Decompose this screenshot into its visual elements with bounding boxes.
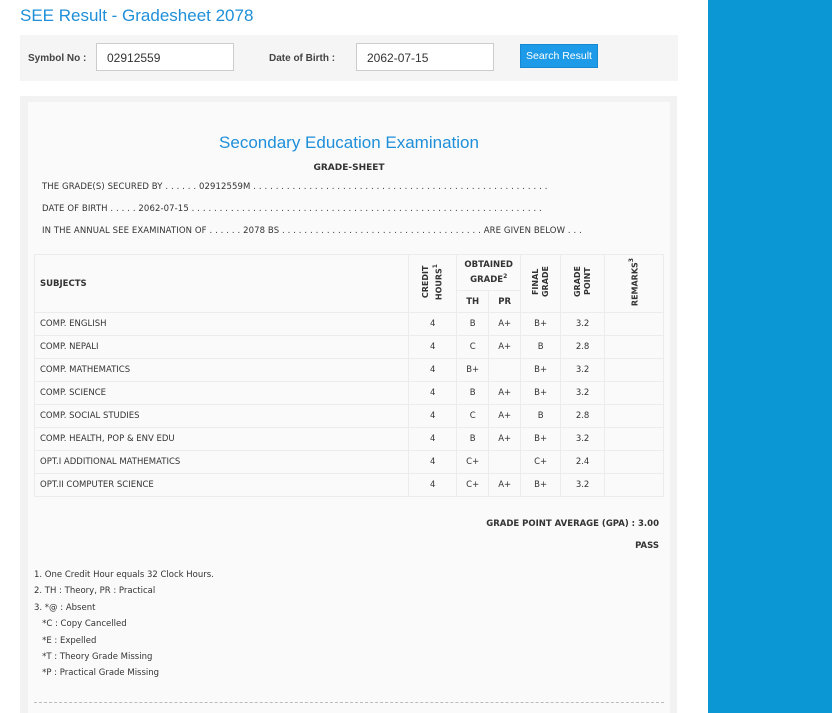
remarks-cell [605, 336, 664, 359]
subject-cell: COMP. HEALTH, POP & ENV EDU [35, 428, 409, 451]
credit-cell: 4 [409, 382, 457, 405]
footnote-line: *C : Copy Cancelled [34, 619, 127, 630]
th-grade-cell: B [457, 382, 489, 405]
credit-cell: 4 [409, 474, 457, 497]
final-grade-cell: B+ [521, 428, 561, 451]
grade-point-cell: 3.2 [561, 313, 605, 336]
pr-grade-cell [489, 359, 521, 382]
page-title: SEE Result - Gradesheet 2078 [20, 6, 254, 25]
th-grade-cell: B [457, 313, 489, 336]
final-grade-cell: B+ [521, 382, 561, 405]
subject-cell: COMP. NEPALI [35, 336, 409, 359]
subject-cell: COMP. SCIENCE [35, 382, 409, 405]
grade-point-cell: 3.2 [561, 359, 605, 382]
credit-cell: 4 [409, 451, 457, 474]
table-row [35, 382, 664, 405]
header-obtained-grade: OBTAINED GRADE$^2$ [457, 255, 521, 291]
remarks-cell [605, 428, 664, 451]
final-grade-cell: B+ [521, 313, 561, 336]
pr-grade-cell: A+ [489, 313, 521, 336]
credit-cell: 4 [409, 359, 457, 382]
pr-grade-cell: A+ [489, 382, 521, 405]
footnote-line: 1. One Credit Hour equals 32 Clock Hours. [34, 570, 214, 580]
dob-input[interactable]: 2062-07-15 [356, 43, 494, 71]
header-pr: PR [489, 291, 521, 313]
th-grade-cell: C [457, 336, 489, 359]
footnote-line: *P : Practical Grade Missing [34, 668, 160, 679]
final-grade-cell: B [521, 405, 561, 428]
th-grade-cell: C+ [457, 474, 489, 497]
table-row [35, 313, 664, 336]
grade-point-cell: 3.2 [561, 382, 605, 405]
exam-title: Secondary Education Examination [219, 133, 479, 152]
grade-point-cell: 2.8 [561, 405, 605, 428]
grade-point-cell: 3.2 [561, 474, 605, 497]
credit-cell: 4 [409, 428, 457, 451]
final-grade-cell: B+ [521, 359, 561, 382]
remarks-cell [605, 405, 664, 428]
remarks-cell [605, 474, 664, 497]
credit-cell: 4 [409, 313, 457, 336]
header-th: TH [457, 291, 489, 313]
footnote-line: *E : Expelled [34, 635, 97, 646]
gpa-text: GRADE POINT AVERAGE (GPA) : 3.00 [486, 519, 659, 529]
secured-by-line: THE GRADE(S) SECURED BY . . . . . . 02912559M . . . . . . . . . . . . . . . . . . . . . . . . . . . . . . . . . . . . . . . . . . . . . . . . . . . . . [42, 182, 548, 192]
pr-grade-cell: A+ [489, 405, 521, 428]
pr-grade-cell: A+ [489, 474, 521, 497]
table-row [35, 451, 664, 474]
right-sidebar-panel [708, 0, 832, 713]
subject-cell: OPT.I ADDITIONAL MATHEMATICS [35, 451, 409, 474]
header-subjects: SUBJECTS [35, 255, 409, 313]
footnote-line: *T : Theory Grade Missing [34, 652, 153, 663]
gradesheet-container [20, 96, 677, 713]
pr-grade-cell: A+ [489, 428, 521, 451]
search-form [20, 35, 678, 81]
dob-line: DATE OF BIRTH . . . . . 2062-07-15 . . . . . . . . . . . . . . . . . . . . . . . . . . . . . . . . . . . . . . . . . . . . . . . . . . . . . . . . . . . . . . . [42, 204, 542, 214]
header-credit-hours: CREDIT HOURS$^1$ [409, 255, 457, 313]
remarks-cell [605, 382, 664, 405]
result-status: PASS [635, 541, 659, 551]
final-grade-cell: B+ [521, 474, 561, 497]
table-row [35, 336, 664, 359]
divider [34, 702, 664, 703]
remarks-cell [605, 451, 664, 474]
dob-label: Date of Birth : [269, 53, 336, 64]
table-row [35, 359, 664, 382]
header-remarks: REMARKS$^3$ [605, 255, 664, 313]
final-grade-cell: C+ [521, 451, 561, 474]
header-final-grade: FINAL GRADE [521, 255, 561, 313]
subject-cell: OPT.II COMPUTER SCIENCE [35, 474, 409, 497]
th-grade-cell: B+ [457, 359, 489, 382]
gradesheet [28, 102, 670, 713]
subject-cell: COMP. SOCIAL STUDIES [35, 405, 409, 428]
subject-cell: COMP. MATHEMATICS [35, 359, 409, 382]
footnotes [34, 567, 214, 682]
th-grade-cell: C [457, 405, 489, 428]
grade-point-cell: 2.4 [561, 451, 605, 474]
header-grade-point: GRADE POINT [561, 255, 605, 313]
search-result-button[interactable]: Search Result [520, 44, 598, 68]
symbol-input[interactable]: 02912559 [96, 43, 234, 71]
table-row [35, 474, 664, 497]
credit-cell: 4 [409, 336, 457, 359]
remarks-cell [605, 359, 664, 382]
final-grade-cell: B [521, 336, 561, 359]
exam-line: IN THE ANNUAL SEE EXAMINATION OF . . . . . . 2078 BS . . . . . . . . . . . . . . . . . . . . . . . . . . . . . . . . . . . . ARE GIVEN BELOW . . . [42, 226, 582, 236]
table-row [35, 405, 664, 428]
remarks-cell [605, 313, 664, 336]
th-grade-cell: B [457, 428, 489, 451]
subject-cell: COMP. ENGLISH [35, 313, 409, 336]
credit-cell: 4 [409, 405, 457, 428]
grade-point-cell: 3.2 [561, 428, 605, 451]
gradesheet-heading: GRADE-SHEET [313, 163, 385, 173]
footnote-line: 2. TH : Theory, PR : Practical [34, 586, 156, 597]
grade-point-cell: 2.8 [561, 336, 605, 359]
table-row [35, 428, 664, 451]
th-grade-cell: C+ [457, 451, 489, 474]
grades-table [34, 254, 664, 497]
pr-grade-cell [489, 451, 521, 474]
symbol-label: Symbol No : [28, 53, 87, 64]
pr-grade-cell: A+ [489, 336, 521, 359]
footnote-line: 3. *@ : Absent [34, 602, 96, 613]
